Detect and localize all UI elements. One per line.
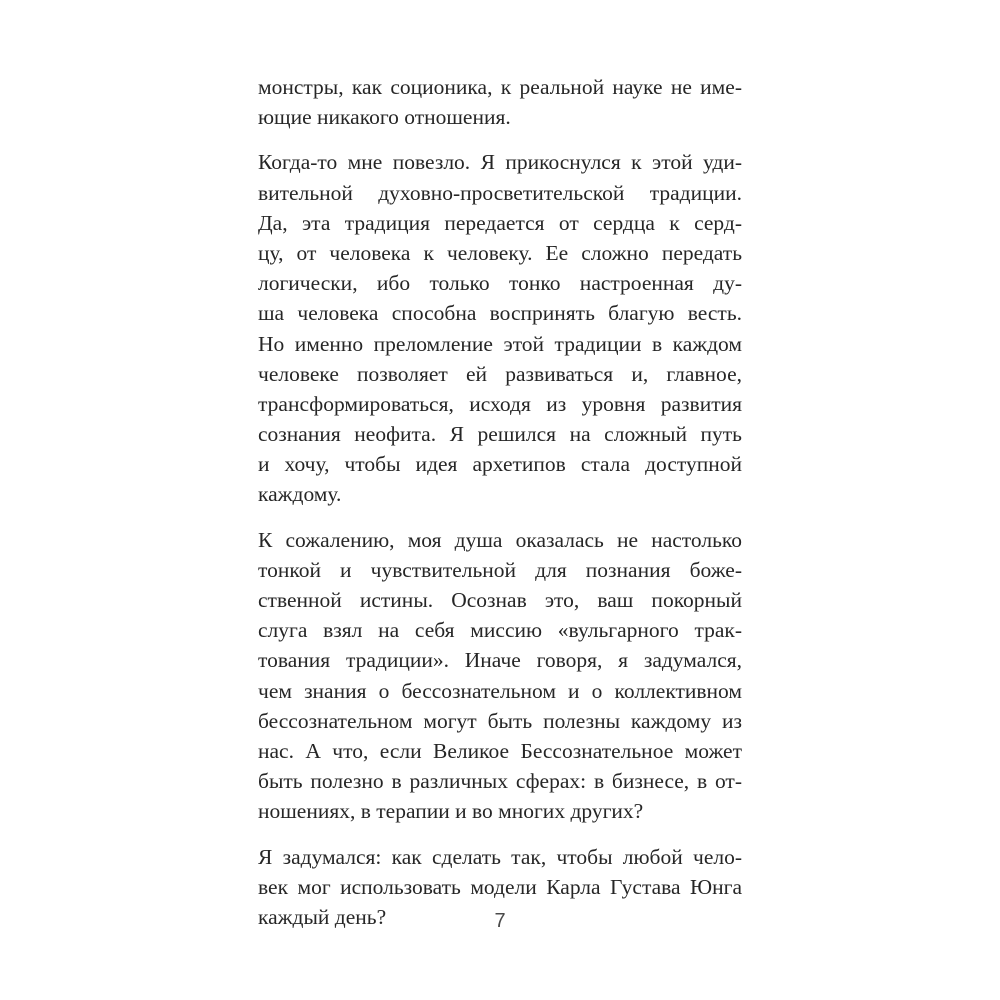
paragraph-1 (258, 72, 742, 132)
text-line: каждый день? (258, 904, 387, 929)
text-line: Но именно преломление этой традиции в каждом (258, 331, 742, 356)
text-line: ющие никакого отношения. (258, 105, 511, 130)
text-line: каждому. (258, 482, 342, 507)
paragraph-3 (258, 525, 742, 827)
text-line: слуга взял на себя миссию «вульгарного трак- (258, 618, 742, 643)
text-line: сознания неофита. Я решился на сложный путь (258, 422, 742, 447)
text-line: ственной истины. Осознав это, ваш покорный (258, 588, 742, 612)
page-body (258, 72, 742, 947)
text-line: тонкой и чувствительной для познания боже- (258, 557, 742, 582)
text-line: ношениях, в терапии и во многих других? (258, 799, 644, 824)
text-line: ша человека способна воспринять благую весть. (258, 301, 742, 326)
text-line: логически, ибо только тонко настроенная ду- (258, 271, 742, 296)
text-line: быть полезно в различных сферах: в бизнесе, в от- (258, 769, 742, 794)
text-line: монстры, как соционика, к реальной науке не име- (258, 75, 742, 99)
text-line: тования традиции». Иначе говоря, я задумался, (258, 648, 742, 673)
text-line: чем знания о бессознательном и о коллективном (258, 678, 742, 703)
text-line: нас. А что, если Великое Бессознательное может (258, 738, 742, 763)
text-line: Я задумался: как сделать так, чтобы любой чело- (258, 844, 742, 869)
text-line: цу, от человека к человеку. Ее сложно передать (258, 240, 742, 265)
text-line: Когда-то мне повезло. Я прикоснулся к этой уди- (258, 150, 742, 175)
text-line: человеке позволяет ей развиваться и, главное, (258, 361, 742, 386)
text-line: Да, эта традиция передается от сердца к серд- (258, 210, 742, 235)
paragraph-2 (258, 147, 742, 509)
text-line: трансформироваться, исходя из уровня развития (258, 391, 742, 416)
text-line: и хочу, чтобы идея архетипов стала доступной (258, 452, 742, 477)
text-line: бессознательном могут быть полезны каждому из (258, 708, 742, 733)
text-line: век мог использовать модели Карла Густава Юнга (258, 874, 742, 899)
text-line: К сожалению, моя душа оказалась не настолько (258, 527, 742, 552)
text-line: вительной духовно-просветительской традиции. (258, 180, 742, 205)
page-number: 7 (494, 910, 506, 932)
